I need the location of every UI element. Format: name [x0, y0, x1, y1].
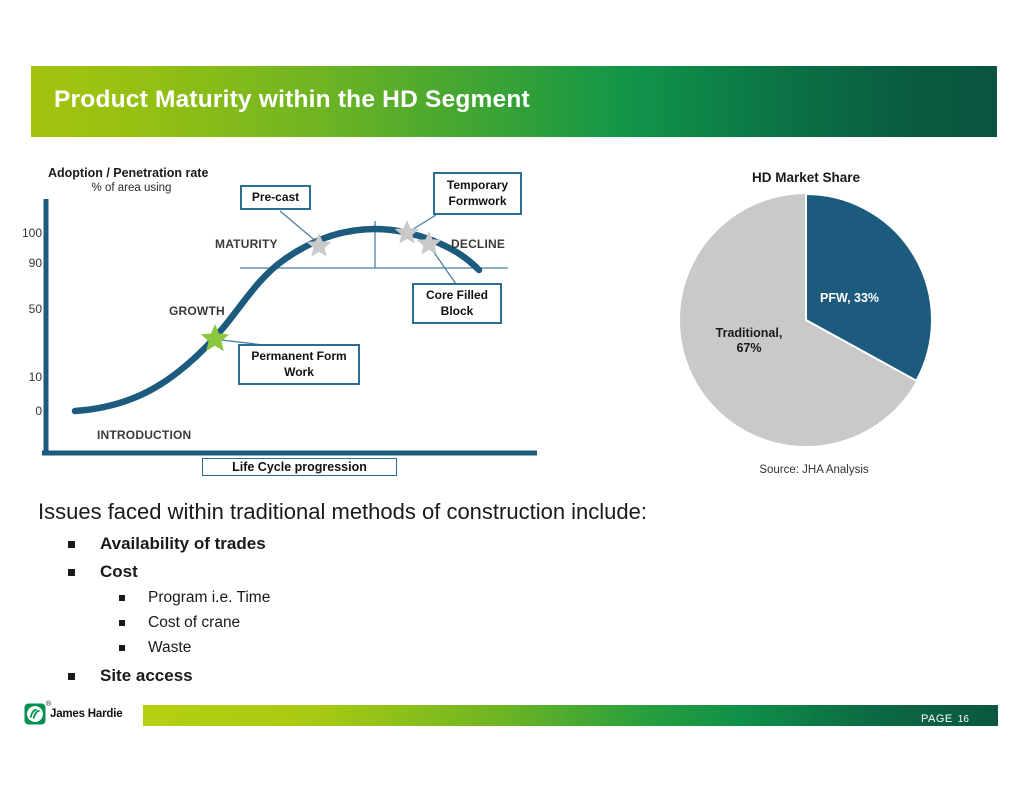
pie-label-traditional	[698, 326, 800, 356]
phase-label-introduction: INTRODUCTION	[97, 428, 192, 442]
y-tick-0: 0	[35, 404, 42, 418]
james-hardie-logo-icon	[24, 703, 46, 725]
issue-item-availability: Availability of trades	[100, 534, 266, 553]
bullet-square-icon	[119, 645, 125, 651]
issue-subitem-crane: Cost of crane	[148, 614, 241, 631]
callout-core-filled-block: Core Filled Block	[412, 283, 502, 324]
page-indicator-label: PAGE	[921, 713, 953, 725]
issue-item-site-access: Site access	[100, 666, 193, 685]
precast-leader-line	[280, 211, 318, 243]
pie-chart-title: HD Market Share	[751, 170, 861, 185]
core-filled-block-leader-line	[431, 248, 456, 284]
page-indicator-number: 16	[957, 714, 969, 725]
issue-subitem-program: Program i.e. Time	[148, 589, 271, 606]
x-axis-label-box: Life Cycle progression	[202, 458, 397, 476]
y-tick-50: 50	[28, 302, 42, 316]
pie-label-pfw: PFW, 33%	[820, 291, 880, 305]
bullet-square-icon	[68, 569, 75, 576]
y-tick-90: 90	[28, 256, 42, 270]
temporary-formwork-star-icon	[395, 220, 420, 244]
lifecycle-axis-title: Adoption / Penetration rate	[48, 166, 209, 180]
bullet-square-icon	[68, 541, 75, 548]
callout-temporary-formwork: Temporary Formwork	[433, 172, 522, 215]
pie-label-traditional-line1: Traditional,	[715, 326, 783, 340]
y-tick-100: 100	[21, 226, 42, 240]
page-indicator	[921, 709, 969, 727]
footer-bar	[143, 705, 998, 726]
callout-precast: Pre-cast	[240, 185, 311, 210]
issues-heading: Issues faced within traditional methods of construction include:	[38, 499, 647, 524]
brand-wordmark: James Hardie	[50, 708, 123, 720]
phase-label-maturity: MATURITY	[215, 237, 278, 251]
registered-mark: ®	[46, 701, 52, 708]
bullet-square-icon	[68, 673, 75, 680]
header-bar	[31, 66, 997, 137]
callout-permanent-form-work: Permanent Form Work	[238, 344, 360, 385]
y-tick-10: 10	[28, 370, 42, 384]
bullet-square-icon	[119, 595, 125, 601]
issue-item-cost: Cost	[100, 562, 138, 581]
pie-label-traditional-line2: 67%	[736, 341, 762, 355]
issue-subitem-waste: Waste	[148, 639, 192, 656]
page-title: Product Maturity within the HD Segment	[54, 86, 530, 113]
bullet-square-icon	[119, 620, 125, 626]
pie-source-note: Source: JHA Analysis	[759, 464, 869, 476]
phase-label-decline: DECLINE	[451, 237, 506, 251]
lifecycle-axis-subtitle: % of area using	[91, 182, 172, 194]
phase-label-growth: GROWTH	[169, 304, 225, 318]
